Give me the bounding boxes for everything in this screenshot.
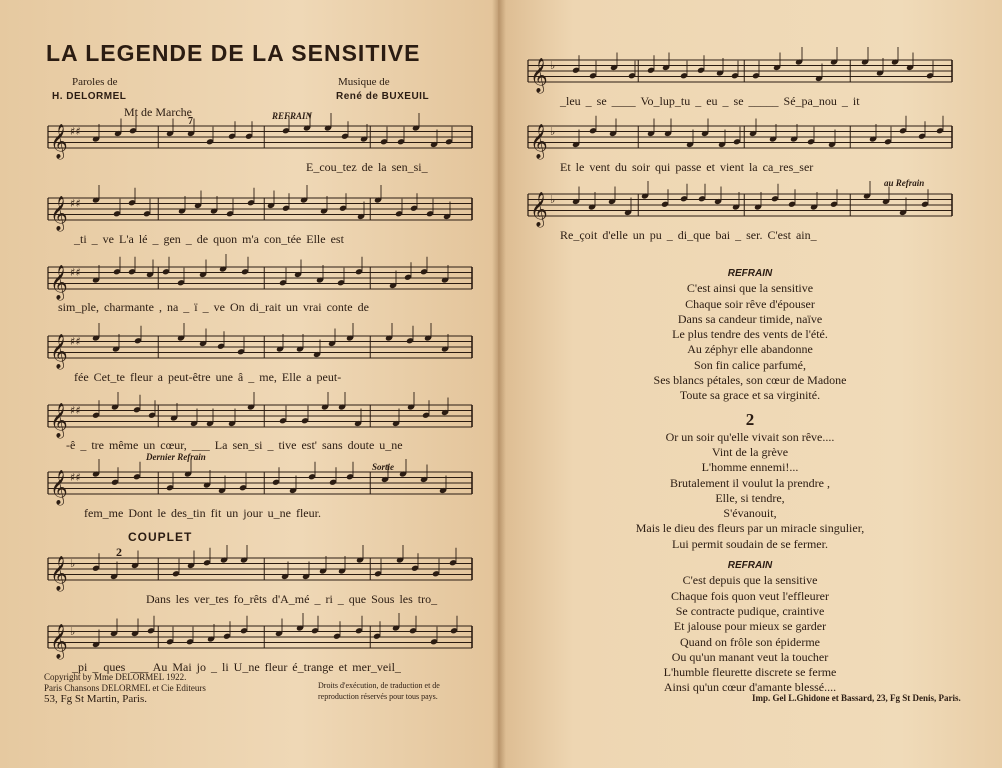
- svg-text:𝄞: 𝄞: [50, 403, 68, 438]
- copyright-line: Copyright by Mme DELORMEL 1922.: [44, 672, 187, 682]
- refrain1-line: Chaque soir rêve d'épouser: [685, 296, 815, 311]
- staff-1: [48, 122, 472, 158]
- verse2-line: S'évanouit,: [723, 506, 777, 521]
- verse2-line: Lui permit soudain de se fermer.: [672, 536, 828, 551]
- verse-line-9: _leu _ se ____ Vo_lup_tu _ eu _ se _____ Sé_pa_nou _ it: [560, 94, 860, 108]
- staff-2: [48, 194, 472, 230]
- svg-text:𝄞: 𝄞: [50, 334, 68, 369]
- svg-text:𝄞: 𝄞: [50, 196, 68, 231]
- music-label: Musique de: [338, 76, 390, 88]
- staff-5: [48, 401, 472, 437]
- svg-text:𝄞: 𝄞: [530, 192, 548, 227]
- refrain2-line: Se contracte pudique, craintive: [675, 603, 825, 618]
- tempo-marking: Mt de Marche: [124, 105, 192, 119]
- composer-name: René de BUXEUIL: [336, 91, 430, 102]
- refrain-1: [560, 281, 940, 403]
- refrain-marking: REFRAIN: [272, 111, 313, 121]
- rights-notice: Droits d'exécution, de traduction et de reproduction réservés pour tous pays.: [318, 681, 440, 701]
- svg-text:♯♯: ♯♯: [70, 266, 81, 279]
- au-refrain-marking: au Refrain: [884, 178, 925, 188]
- rest-measures: 7: [188, 116, 193, 127]
- refrain-2-heading: REFRAIN: [727, 560, 773, 572]
- sortie-marking: Sortie: [372, 462, 395, 472]
- verse-line-5: -ê _ tre même un cœur, ___ La sen_si _ tive est' sans doute u_ne: [66, 438, 403, 452]
- verse2-line: Elle, si tendre,: [715, 490, 785, 505]
- refrain2-line: L'humble fleurette discrete se ferme: [663, 665, 837, 680]
- svg-text:♭: ♭: [70, 557, 76, 570]
- refrain2-line: Chaque fois quon veut l'effleurer: [671, 588, 829, 603]
- printer-imprint: Imp. Gel L.Ghidone et Bassard, 23, Fg St Denis, Paris.: [752, 693, 961, 703]
- svg-text:♯♯: ♯♯: [70, 335, 81, 348]
- verse-line-4: fée Cet_te fleur a peut-être une â _ me, Elle a peut-: [74, 370, 342, 384]
- refrain1-line: Son fin calice parfumé,: [694, 357, 806, 372]
- refrain1-line: Au zéphyr elle abandonne: [687, 342, 813, 357]
- verse-line-8: _pi _ ques ___ Au Mai jo _ li U_ne fleur é_trange et mer_veil_: [72, 660, 401, 674]
- verse2-line: Vint de la grève: [711, 444, 789, 459]
- staff-11: [528, 190, 952, 226]
- svg-text:♭: ♭: [550, 125, 556, 138]
- refrain1-line: Ses blancs pétales, son cœur de Madone: [653, 373, 847, 388]
- verse2-line: Or un soir qu'elle vivait son rêve....: [665, 429, 835, 444]
- svg-text:♯♯: ♯♯: [70, 125, 81, 138]
- svg-text:♭: ♭: [70, 625, 76, 638]
- svg-text:𝄞: 𝄞: [530, 58, 548, 93]
- couplet-number: 2: [116, 545, 122, 559]
- verse2-line: L'homme ennemi!...: [701, 460, 799, 475]
- svg-text:♭: ♭: [550, 193, 556, 206]
- verse-line-6: fem_me Dont le des_tin fit un jour u_ne fleur.: [84, 506, 321, 520]
- copyright-notice: [44, 672, 206, 705]
- verse-2-number: 2: [745, 409, 755, 429]
- refrain2-line: Ou qu'un manant veut la toucher: [671, 649, 829, 664]
- publisher-line: Paris Chansons DELORMEL et Cie Editeurs: [44, 683, 206, 693]
- svg-text:♯♯: ♯♯: [70, 471, 81, 484]
- svg-text:𝄞: 𝄞: [530, 124, 548, 159]
- verse-line-7: Dans les ver_tes fo_rêts d'A_mé _ ri _ que Sous les tro_: [146, 592, 438, 606]
- svg-text:𝄞: 𝄞: [50, 470, 68, 505]
- staff-9: [528, 56, 952, 92]
- verse-line-10: Et le vent du soir qui passe et vient la ca_res_ser: [560, 160, 814, 174]
- staff-3: [48, 263, 472, 299]
- svg-text:𝄞: 𝄞: [50, 556, 68, 591]
- verse-line-3: sim_ple, charmante , na _ ï _ ve On di_rait un vrai conte de: [58, 300, 369, 314]
- refrain2-line: Et jalouse pour mieux se garder: [673, 619, 827, 634]
- verse-line-2: _ti _ ve L'a lé _ gen _ de quon m'a con_tée Elle est: [74, 232, 344, 246]
- couplet-heading: COUPLET: [128, 530, 193, 544]
- refrain2-line: Ainsi qu'un cœur d'amante blessé....: [663, 680, 837, 695]
- svg-text:♯♯: ♯♯: [70, 404, 81, 417]
- lyrics-label: Paroles de: [72, 76, 118, 88]
- lyricist-name: H. DELORMEL: [52, 91, 127, 102]
- staff-4: [48, 332, 472, 368]
- staff-7: [48, 554, 472, 590]
- svg-text:𝄞: 𝄞: [50, 624, 68, 659]
- refrain2-line: C'est depuis que la sensitive: [682, 573, 818, 588]
- song-title: LA LEGENDE DE LA SENSITIVE: [46, 40, 421, 66]
- refrain1-line: Toute sa grace et sa virginité.: [679, 388, 821, 403]
- address-line: 53, Fg St Martin, Paris.: [44, 693, 147, 705]
- verse-2: [560, 430, 940, 552]
- page-gutter: [492, 0, 506, 768]
- svg-text:𝄞: 𝄞: [50, 265, 68, 300]
- refrain1-line: Dans sa candeur timide, naïve: [677, 311, 823, 326]
- svg-text:♯♯: ♯♯: [70, 197, 81, 210]
- refrain-1-heading: REFRAIN: [727, 268, 773, 279]
- lyrics-block: [560, 266, 940, 696]
- refrain2-line: Quand on frôle son épiderme: [680, 634, 820, 649]
- staff-8: [48, 622, 472, 658]
- svg-text:♭: ♭: [550, 59, 556, 72]
- refrain1-line: Le plus tendre des vents de l'été.: [672, 327, 828, 342]
- verse-line-11: Re_çoit d'elle un pu _ di_que bai _ ser. C'est ain_: [560, 228, 817, 242]
- verse2-line: Mais le dieu des fleurs par un miracle singulier,: [635, 521, 865, 536]
- refrain1-line: C'est ainsi que la sensitive: [686, 281, 814, 296]
- dernier-refrain-marking: Dernier Refrain: [146, 452, 206, 462]
- verse2-line: Brutalement il voulut la prendre ,: [670, 475, 830, 490]
- staff-6: [48, 468, 472, 504]
- verse-line-1: E_cou_tez de la sen_si_: [306, 160, 428, 174]
- refrain-2: [560, 573, 940, 695]
- staff-10: [528, 122, 952, 158]
- svg-text:𝄞: 𝄞: [50, 124, 68, 159]
